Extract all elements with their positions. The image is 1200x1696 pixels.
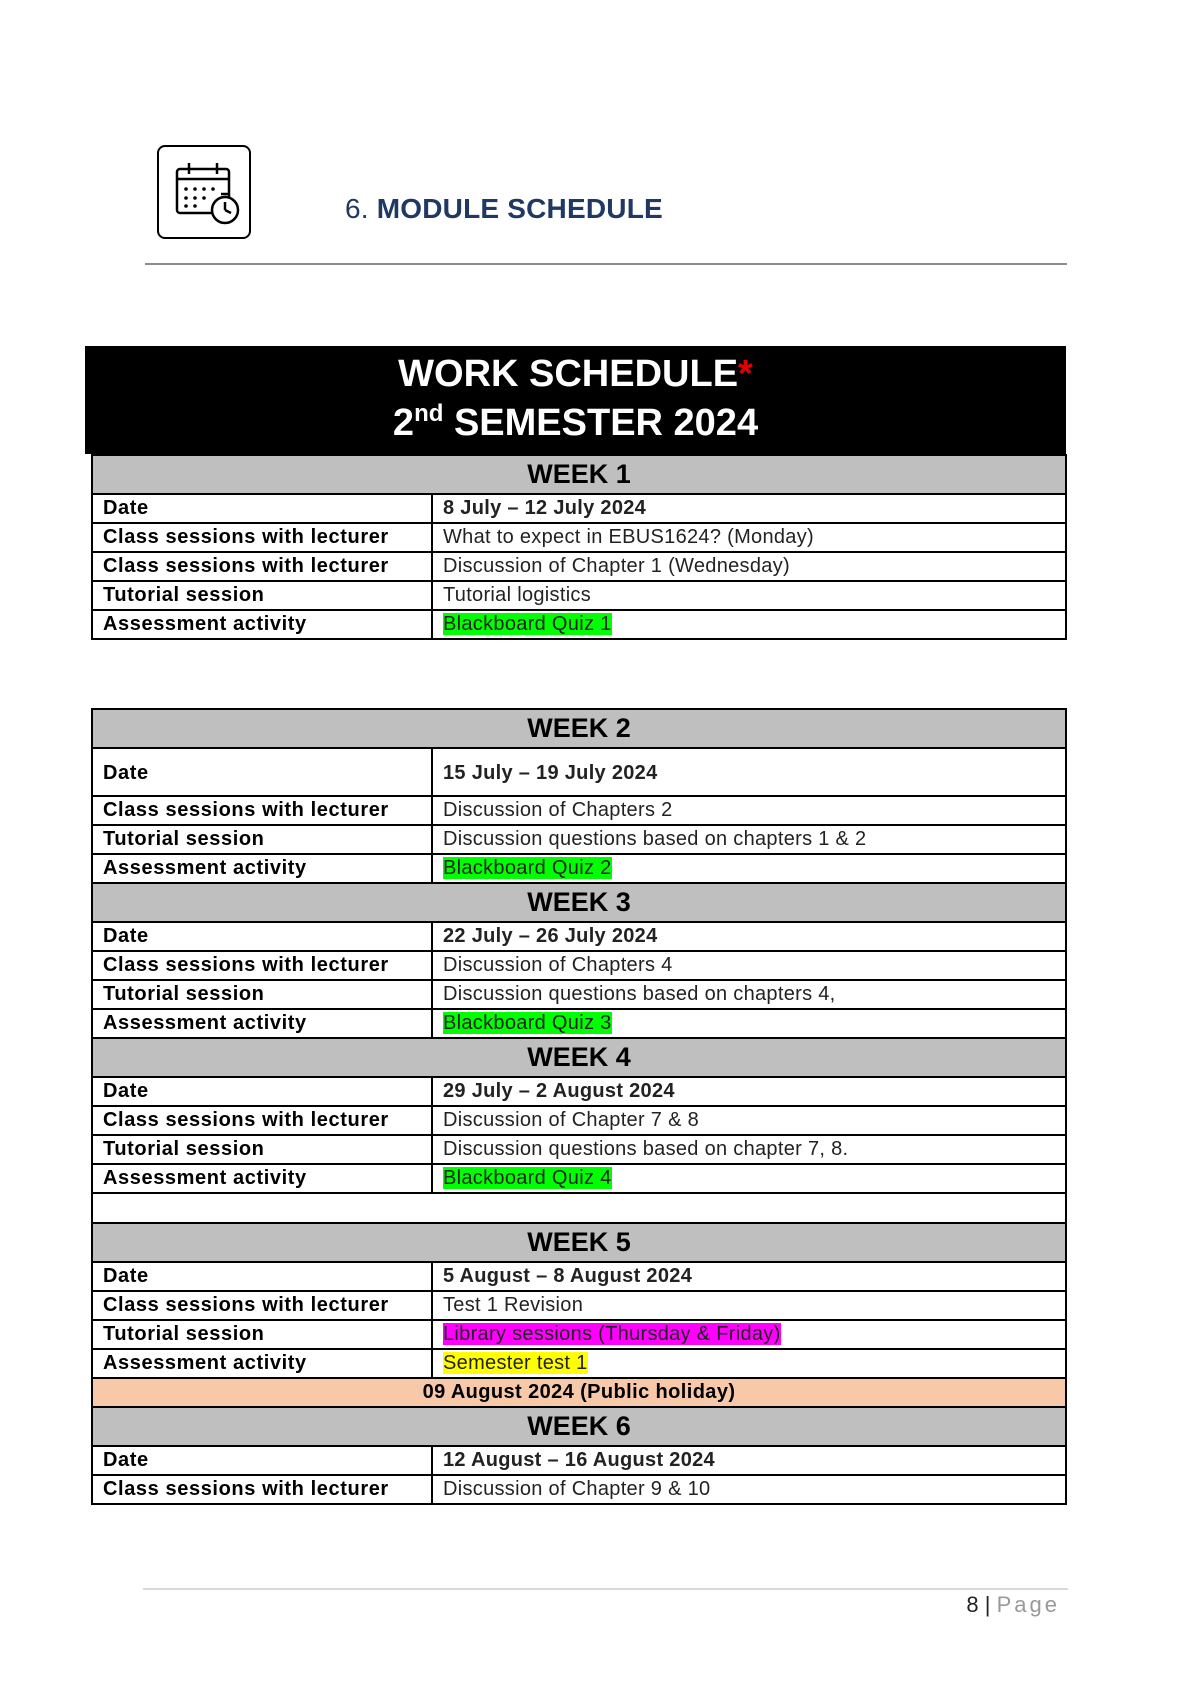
row-value: 12 August – 16 August 2024 xyxy=(432,1446,1066,1475)
row-label: Assessment activity xyxy=(92,610,432,639)
row-value xyxy=(432,854,1066,883)
row-value: Discussion questions based on chapter 7, 8. xyxy=(432,1135,1066,1164)
table-row xyxy=(92,581,1066,610)
row-label: Class sessions with lecturer xyxy=(92,523,432,552)
row-value xyxy=(432,1349,1066,1378)
table-row xyxy=(92,922,1066,951)
row-value: 15 July – 19 July 2024 xyxy=(432,748,1066,796)
blank-cell xyxy=(92,1193,1066,1223)
row-label: Date xyxy=(92,1446,432,1475)
row-label: Date xyxy=(92,1262,432,1291)
table-row xyxy=(92,523,1066,552)
table-row xyxy=(92,1320,1066,1349)
week6-heading: WEEK 6 xyxy=(92,1407,1066,1446)
row-label: Tutorial session xyxy=(92,980,432,1009)
table-row xyxy=(92,825,1066,854)
section-number: 6. xyxy=(345,193,369,224)
row-value: 22 July – 26 July 2024 xyxy=(432,922,1066,951)
table-row xyxy=(92,951,1066,980)
footer-divider xyxy=(143,1588,1068,1590)
row-label: Class sessions with lecturer xyxy=(92,796,432,825)
week-header-row xyxy=(92,1407,1066,1446)
week-header-row xyxy=(92,1038,1066,1077)
table-row xyxy=(92,748,1066,796)
row-value: Discussion questions based on chapters 1 & 2 xyxy=(432,825,1066,854)
week1-table xyxy=(91,454,1067,640)
week-header-row xyxy=(92,709,1066,748)
semester-suffix: nd xyxy=(414,400,444,427)
row-value xyxy=(432,1164,1066,1193)
week-header-row xyxy=(92,1223,1066,1262)
week4-heading: WEEK 4 xyxy=(92,1038,1066,1077)
work-schedule-banner xyxy=(85,346,1066,454)
row-value: Test 1 Revision xyxy=(432,1291,1066,1320)
row-label: Assessment activity xyxy=(92,1009,432,1038)
row-value: Discussion of Chapters 4 xyxy=(432,951,1066,980)
row-label: Tutorial session xyxy=(92,1320,432,1349)
banner-asterisk: * xyxy=(738,353,753,395)
row-value: Discussion of Chapter 9 & 10 xyxy=(432,1475,1066,1504)
banner-title-line xyxy=(85,352,1066,396)
section-title-text: MODULE SCHEDULE xyxy=(376,193,663,224)
semester-prefix: 2 xyxy=(392,402,415,444)
row-label: Tutorial session xyxy=(92,1135,432,1164)
quiz-highlight: Blackboard Quiz 2 xyxy=(443,857,612,879)
row-label: Class sessions with lecturer xyxy=(92,1475,432,1504)
row-value: 5 August – 8 August 2024 xyxy=(432,1262,1066,1291)
semester-rest: SEMESTER 2024 xyxy=(443,402,759,444)
row-label: Class sessions with lecturer xyxy=(92,951,432,980)
row-value: Discussion of Chapter 1 (Wednesday) xyxy=(432,552,1066,581)
section-title xyxy=(345,193,663,225)
row-value: What to expect in EBUS1624? (Monday) xyxy=(432,523,1066,552)
row-label: Date xyxy=(92,922,432,951)
table-row xyxy=(92,610,1066,639)
week1-heading: WEEK 1 xyxy=(92,455,1066,494)
table-row xyxy=(92,1009,1066,1038)
row-value: 29 July – 2 August 2024 xyxy=(432,1077,1066,1106)
row-label: Assessment activity xyxy=(92,1349,432,1378)
section-divider xyxy=(145,263,1067,265)
table-row xyxy=(92,1106,1066,1135)
banner-semester-line xyxy=(85,401,1066,445)
row-label: Assessment activity xyxy=(92,854,432,883)
table-row xyxy=(92,796,1066,825)
row-label: Class sessions with lecturer xyxy=(92,552,432,581)
calendar-clock-icon-graphic xyxy=(159,147,249,237)
calendar-clock-icon xyxy=(157,145,251,239)
week3-heading: WEEK 3 xyxy=(92,883,1066,922)
table-row xyxy=(92,1349,1066,1378)
week-header-row xyxy=(92,455,1066,494)
row-value: Tutorial logistics xyxy=(432,581,1066,610)
row-value: Discussion of Chapters 2 xyxy=(432,796,1066,825)
table-row xyxy=(92,552,1066,581)
row-label: Class sessions with lecturer xyxy=(92,1291,432,1320)
page-number: 8 xyxy=(966,1592,979,1617)
row-label: Assessment activity xyxy=(92,1164,432,1193)
quiz-highlight: Blackboard Quiz 4 xyxy=(443,1167,612,1189)
row-value xyxy=(432,610,1066,639)
week-header-row xyxy=(92,883,1066,922)
row-value: Discussion of Chapter 7 & 8 xyxy=(432,1106,1066,1135)
page-footer xyxy=(940,1592,1060,1618)
spacer-row xyxy=(92,1193,1066,1223)
quiz-highlight: Blackboard Quiz 1 xyxy=(443,613,612,635)
row-label: Date xyxy=(92,748,432,796)
row-value xyxy=(432,1009,1066,1038)
table-row xyxy=(92,1446,1066,1475)
table-row xyxy=(92,1262,1066,1291)
row-label: Date xyxy=(92,1077,432,1106)
row-label: Date xyxy=(92,494,432,523)
test-highlight: Semester test 1 xyxy=(443,1352,588,1374)
quiz-highlight: Blackboard Quiz 3 xyxy=(443,1012,612,1034)
table-row xyxy=(92,1475,1066,1504)
week2-heading: WEEK 2 xyxy=(92,709,1066,748)
table-row xyxy=(92,1077,1066,1106)
row-value xyxy=(432,1320,1066,1349)
table-row xyxy=(92,980,1066,1009)
row-value: 8 July – 12 July 2024 xyxy=(432,494,1066,523)
table-row xyxy=(92,1291,1066,1320)
row-label: Tutorial session xyxy=(92,581,432,610)
table-row xyxy=(92,854,1066,883)
banner-title: WORK SCHEDULE xyxy=(398,353,739,395)
public-holiday-cell: 09 August 2024 (Public holiday) xyxy=(92,1378,1066,1407)
library-highlight: Library sessions (Thursday & Friday) xyxy=(443,1323,781,1345)
row-value: Discussion questions based on chapters 4, xyxy=(432,980,1066,1009)
weeks-2-6-table xyxy=(91,708,1067,1505)
row-label: Tutorial session xyxy=(92,825,432,854)
row-label: Class sessions with lecturer xyxy=(92,1106,432,1135)
table-row xyxy=(92,1135,1066,1164)
footer-separator: | xyxy=(984,1592,991,1617)
page-label: Page xyxy=(996,1592,1060,1617)
table-row xyxy=(92,494,1066,523)
week5-heading: WEEK 5 xyxy=(92,1223,1066,1262)
table-row xyxy=(92,1164,1066,1193)
holiday-row xyxy=(92,1378,1066,1407)
